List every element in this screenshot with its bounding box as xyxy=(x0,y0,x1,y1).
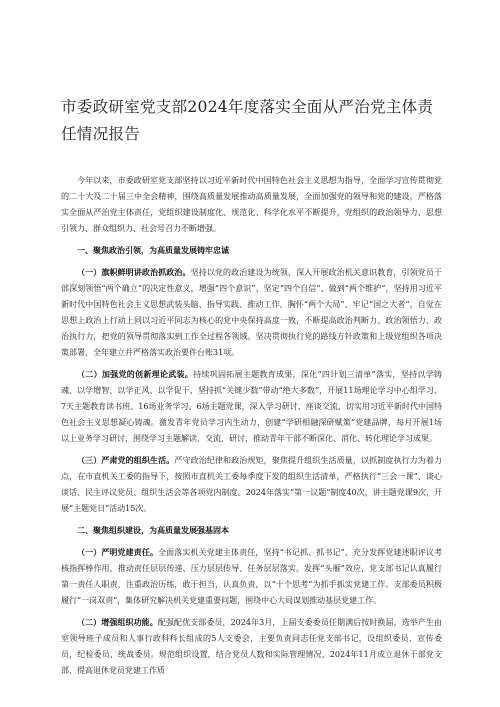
paragraph-lead: （二）加强党的创新理论武装。 xyxy=(77,369,194,379)
paragraph xyxy=(61,614,442,679)
section-heading: 一、聚焦政治引领，为高质量发展铸牢忠诚 xyxy=(77,245,229,255)
document-body xyxy=(61,173,442,679)
paragraph xyxy=(61,452,442,517)
paragraph-lead: （一）严明党建责任。 xyxy=(77,547,159,557)
paragraph xyxy=(61,544,442,609)
paragraph-text: 配强配优支部委员，2024年3月，上届支委委员任期满后按时换届，选举产生由室领导班子成员和人事行政科科长组成的5人支委会，主要负责同志任党支部书记，设组织委员、宣传委员，纪检委员、统战委员。规范组织设置，结合党员人数和实际管理情况，2024年11月成立退休干部党支部，提高退休党员党建工作质 xyxy=(61,618,442,675)
paragraph xyxy=(61,366,442,447)
paragraph-text: 坚持以党的政治建设为统领，深入开展政治机关意识教育，引领党员干部深刻领悟“两个确立”的决定性意义，增强“四个意识”、坚定“四个自信”、做到“两个维护”，坚持用习近平新时代中国特色社会主义思想武装头脑、指导实践、推动工作，胸怀“两个大局”、牢记“国之大者”，自觉在思想上政治上行动上同以习近平同志为核心的党中央保持高度一致，不断提高政治判断力、政治领悟力、政治执行力，把党的领导贯彻落实到工作全过程各领域。坚决贯彻执行党的路线方针政策和上级党组织各项决策部署，全年建立并严格落实政治要件台账31项。 xyxy=(61,268,442,357)
paragraph xyxy=(61,264,442,361)
paragraph-lead: （二）增强组织功能。 xyxy=(77,617,158,627)
paragraph-text: 全面落实机关党建主体责任，坚持“书记抓、抓书记”，充分发挥党建述职评议考核指挥棒作用，推动责任层层传递、压力层层传导、任务层层落实。发挥“头雁”效应，党支部书记认真履行第一责任人职责，注重政治历练，敢于担当，认真负责，以“十个思考”为抓手抓实党建工作。支部委员积极履行“一岗双责”，集体研究解决机关党建重要问题，围绕中心大局谋划推动基层党建工作。 xyxy=(61,548,442,605)
paragraph-lead: （三）严肃党的组织生活。 xyxy=(77,455,175,465)
intro-paragraph: 今年以来，市委政研室党支部坚持以习近平新时代中国特色社会主义思想为指导，全面学习宣传贯彻党的二十大及二十届三中全会精神，围绕高质量发展推动高质量发展，全面加强党的领导和党的建设，严格落实全面从严治党主体责任，党组织建设制度化、规范化、科学化水平不断提升，党组织的政治领导力、思想引领力、群众组织力、社会号召力不断增强。 xyxy=(61,176,442,233)
paragraph-text: 严守政治纪律和政治规矩，聚焦提升组织生活质量，以抓制度执行力为着力点，在市直机关工委的指导下，按照市直机关工委每季度下发的组织生活清单，严格执行“三会一课”、谈心谈话、民主评议党员、组织生活会等各项党内制度。2024年落实“第一议题”制度40次，讲主题党课9次，开展“主题党日”活动15次。 xyxy=(61,456,443,513)
document-title: 市委政研室党支部2024年度落实全面从严治党主体责任情况报告 xyxy=(61,98,434,143)
paragraph-lead: （一）旗帜鲜明讲政治抓政治。 xyxy=(77,267,191,277)
paragraph-text: 持续巩固拓展主题教育成果，深化“四计划三清单”落实，坚持以学铸魂、以学增智、以学正风、以学促干，坚持抓“关键少数”带动“绝大多数”，开展11场理论学习中心组学习、7天主题教育读书班、16场业务学习、6场主题党课，深入学习研讨、座谈交流，切实用习近平新时代中国特色社会主义思想凝心铸魂。激发青年党员学习内生动力，创建“学研相融深研赋策”党建品牌，每月开展1场以上业务学习研讨，围绕学习主题解读、交流、研讨，推动青年干部不断深化、消化、转化理论学习成果。 xyxy=(61,370,442,443)
section-heading: 二、聚焦组织建设，为高质量发展强基固本 xyxy=(77,525,229,535)
